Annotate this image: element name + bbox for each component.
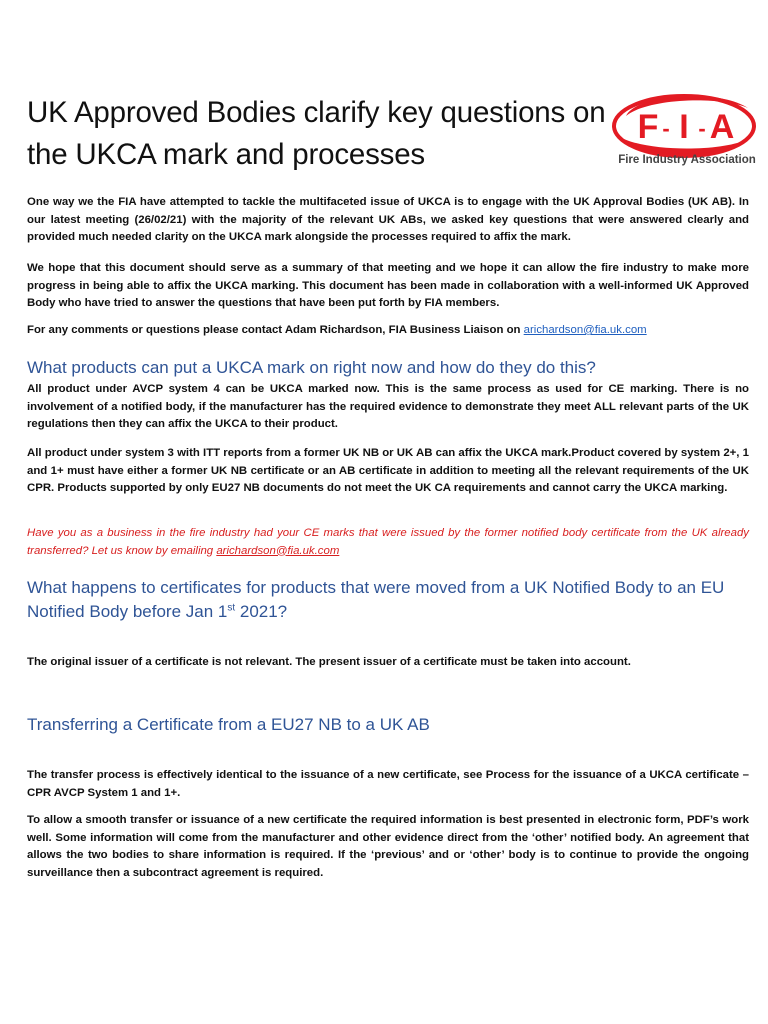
contact-email-link[interactable]: arichardson@fia.uk.com bbox=[523, 324, 647, 336]
section-1-heading: What products can put a UKCA mark on right now and how do they do this? bbox=[27, 358, 596, 377]
section-1-paragraph-1: All product under AVCP system 4 can be UKCA marked now. This is the same process as used for CE marking. There is no involvement of a notified body, if the manufacturer has the required evidence to demonstrate they meet ALL relevant parts of the UK regulations then they can affix the UKCA to their product. bbox=[27, 383, 749, 430]
section-3-paragraph-2: To allow a smooth transfer or issuance of a new certificate the required information is best presented in electronic form, PDF’s work well. Some information will come from the manufacturer and other evidence direct from the ‘other’ notified body. An agreement that allows the two bodies to share information is required. If the ‘previous’ and or ‘other’ body is to continue to provide the ongoing surveillance then a subcontract agreement is required. bbox=[27, 814, 749, 879]
contact-text: For any comments or questions please contact Adam Richardson, FIA Business Liaison on bbox=[27, 324, 524, 336]
callout-email-link[interactable]: arichardson@fia.uk.com bbox=[216, 544, 340, 557]
fia-logo-letter-f: F bbox=[637, 108, 659, 146]
section-2-paragraph-1: The original issuer of a certificate is not relevant. The present issuer of a certificate must be taken into account. bbox=[27, 656, 631, 668]
logo-caption: Fire Industry Association bbox=[618, 154, 756, 166]
contact-paragraph bbox=[27, 322, 749, 340]
section-3-heading: Transferring a Certificate from a EU27 NB to a UK AB bbox=[27, 715, 430, 734]
fia-logo-letter-a: A bbox=[709, 108, 735, 146]
fia-logo-letter-i: I bbox=[679, 108, 689, 146]
page-title: UK Approved Bodies clarify key questions on the UKCA mark and processes bbox=[27, 96, 606, 171]
section-2-heading-sup: st bbox=[227, 602, 236, 614]
section-2-heading-year: 2021? bbox=[235, 602, 288, 621]
section-2-heading-text: What happens to certificates for products that were moved from a UK Notified Body to an EU Notified Body before Jan 1 bbox=[27, 578, 725, 621]
section-2-heading bbox=[27, 576, 757, 624]
fia-logo-dash-2: - bbox=[698, 116, 706, 141]
section-3-paragraph-1: The transfer process is effectively identical to the issuance of a new certificate, see Process for the issuance of a UKCA certificate – CPR AVCP System 1 and 1+. bbox=[27, 769, 749, 799]
intro-paragraph-1: One way we the FIA have attempted to tackle the multifaceted issue of UKCA is to engage with the UK Approval Bodies (UK AB). In our latest meeting (26/02/21) with the majority of the relevant UK ABs, we asked key questions that were answered clearly and provided much needed clarity on the UKCA mark alongside the processes required to affix the mark. bbox=[27, 196, 749, 243]
section-1-paragraph-2: All product under system 3 with ITT reports from a former UK NB or UK AB can affix the UKCA mark.Product covered by system 2+, 1 and 1+ must have either a former UK NB certificate or an AB certificate in addition to meeting all the relevant requirements of the UK CPR. Products supported by only EU27 NB documents do not meet the UK CA requirements and cannot carry the UKCA marking. bbox=[27, 447, 749, 494]
callout-text: Have you as a business in the fire industry had your CE marks that were issued by the former notified body certificate from the UK already transferred? Let us know by emailing bbox=[27, 527, 749, 557]
intro-paragraph-2: We hope that this document should serve as a summary of that meeting and we hope it can allow the fire industry to make more progress in being able to affix the UKCA marking. This document has been made in collaboration with a well-informed UK Approved Body who have tried to answer the questions that have been put forth by FIA members. bbox=[27, 262, 749, 309]
section-1-callout bbox=[27, 525, 749, 560]
fia-logo-dash-1: - bbox=[662, 116, 670, 141]
